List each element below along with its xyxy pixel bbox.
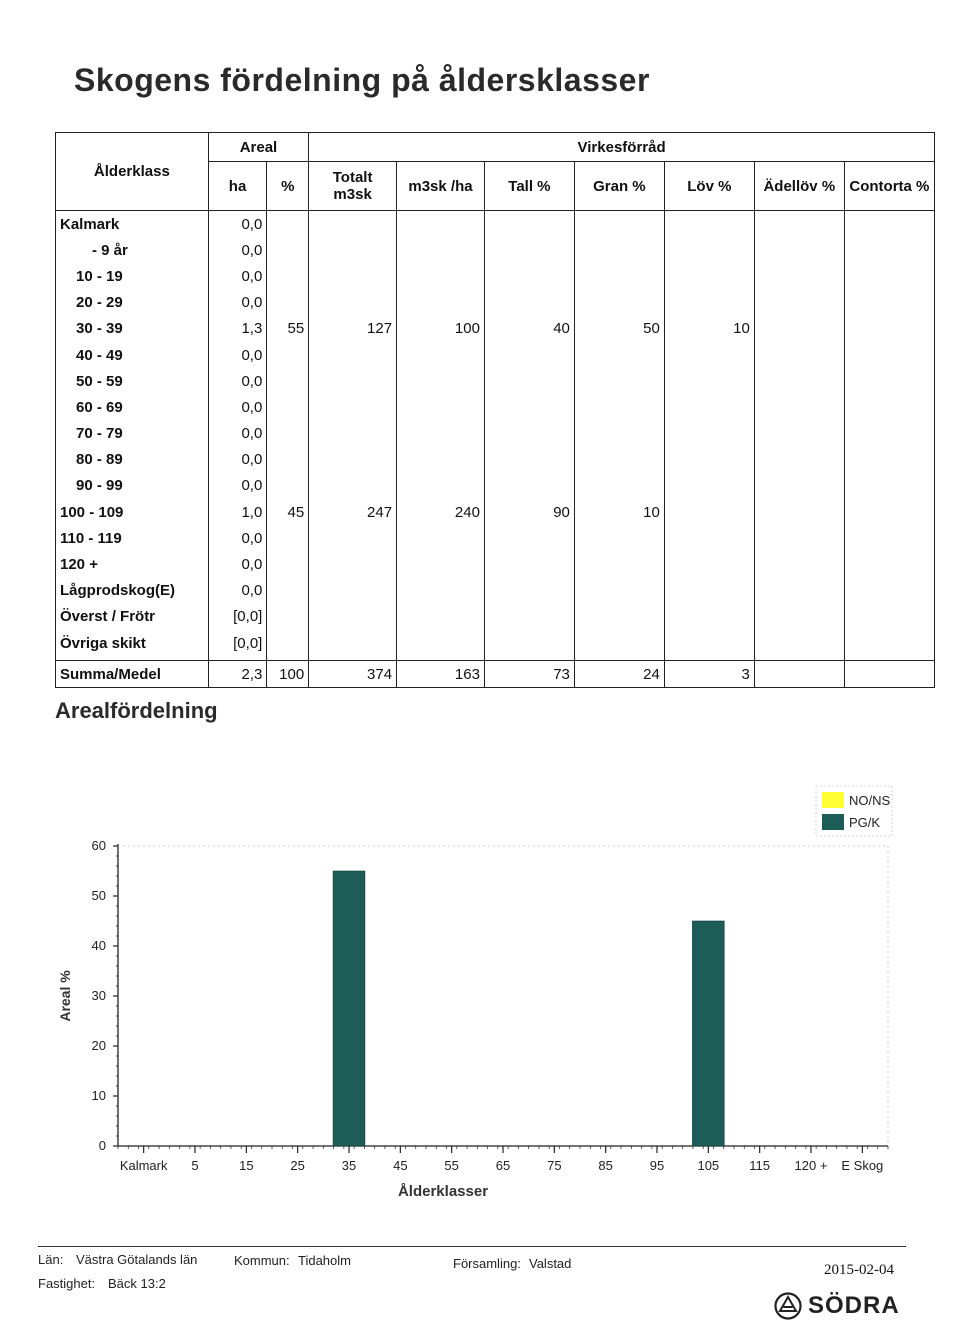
x-tick-label: 75 xyxy=(547,1158,562,1173)
cell-lov xyxy=(664,525,754,551)
cell-lov xyxy=(664,237,754,263)
summary-lov: 3 xyxy=(664,661,754,688)
cell-adel xyxy=(754,368,844,394)
legend-swatch xyxy=(822,792,844,808)
table-row xyxy=(56,551,935,577)
summary-pct: 100 xyxy=(267,661,309,688)
cell-ha: 0,0 xyxy=(208,290,267,316)
cell-tall xyxy=(484,578,574,604)
cell-totalt xyxy=(309,578,397,604)
y-axis-label: Areal % xyxy=(57,970,73,1022)
summary-label: Summa/Medel xyxy=(56,661,209,688)
y-tick-label: 40 xyxy=(91,938,106,953)
table-row xyxy=(56,525,935,551)
cell-gran xyxy=(574,394,664,420)
table-row xyxy=(56,473,935,499)
col-header-alderklass: Ålderklass xyxy=(56,133,209,211)
cell-adel xyxy=(754,421,844,447)
cell-pct xyxy=(267,394,309,420)
cell-adel xyxy=(754,630,844,661)
footer-divider xyxy=(38,1246,906,1247)
cell-ha: 1,3 xyxy=(208,316,267,342)
cell-totalt xyxy=(309,342,397,368)
col-header-gran: Gran % xyxy=(574,162,664,211)
col-header-adellov: Ädellöv % xyxy=(754,162,844,211)
row-label: 30 - 39 xyxy=(56,316,209,342)
cell-lov xyxy=(664,499,754,525)
col-header-lov: Löv % xyxy=(664,162,754,211)
footer-date: 2015-02-04 xyxy=(824,1262,894,1278)
cell-m3ha xyxy=(397,525,485,551)
row-label: 50 - 59 xyxy=(56,368,209,394)
col-header-m3sk-ha: m3sk /ha xyxy=(397,162,485,211)
table-row xyxy=(56,394,935,420)
cell-cont xyxy=(844,342,934,368)
x-tick-label: 115 xyxy=(749,1158,771,1173)
x-tick-label: 65 xyxy=(495,1158,511,1173)
cell-cont xyxy=(844,237,934,263)
x-tick-label: Kalmark xyxy=(119,1158,168,1173)
cell-ha: 0,0 xyxy=(208,368,267,394)
footer-kommun-label: Kommun: xyxy=(234,1253,290,1268)
cell-cont xyxy=(844,316,934,342)
cell-ha: 0,0 xyxy=(208,551,267,577)
row-label: 40 - 49 xyxy=(56,342,209,368)
cell-tall xyxy=(484,421,574,447)
cell-cont xyxy=(844,368,934,394)
cell-lov xyxy=(664,211,754,238)
cell-m3ha xyxy=(397,342,485,368)
cell-gran xyxy=(574,368,664,394)
cell-cont xyxy=(844,290,934,316)
y-tick-label: 10 xyxy=(91,1088,106,1103)
cell-cont xyxy=(844,630,934,661)
cell-tall: 90 xyxy=(484,499,574,525)
table-row xyxy=(56,342,935,368)
cell-pct xyxy=(267,604,309,630)
cell-pct xyxy=(267,473,309,499)
x-tick-label: 15 xyxy=(239,1158,254,1173)
cell-totalt: 127 xyxy=(309,316,397,342)
row-label: - 9 år xyxy=(56,237,209,263)
cell-totalt xyxy=(309,421,397,447)
cell-lov xyxy=(664,368,754,394)
row-label: Överst / Frötr xyxy=(56,604,209,630)
cell-totalt xyxy=(309,604,397,630)
cell-cont xyxy=(844,551,934,577)
cell-m3ha xyxy=(397,630,485,661)
x-axis-label: Ålderklasser xyxy=(397,1183,489,1200)
cell-adel xyxy=(754,578,844,604)
table-row xyxy=(56,263,935,289)
col-header-virkesforrad: Virkesförråd xyxy=(309,133,935,162)
cell-adel xyxy=(754,263,844,289)
row-label: 90 - 99 xyxy=(56,473,209,499)
cell-pct xyxy=(267,551,309,577)
cell-totalt xyxy=(309,473,397,499)
cell-gran: 50 xyxy=(574,316,664,342)
x-tick-label: 35 xyxy=(341,1158,357,1173)
col-header-pct: % xyxy=(267,162,309,211)
cell-adel xyxy=(754,604,844,630)
cell-adel xyxy=(754,473,844,499)
x-tick-label: 5 xyxy=(191,1158,199,1173)
cell-ha: 0,0 xyxy=(208,211,267,238)
cell-ha: [0,0] xyxy=(208,630,267,661)
cell-lov xyxy=(664,604,754,630)
cell-tall xyxy=(484,604,574,630)
cell-gran: 10 xyxy=(574,499,664,525)
cell-tall xyxy=(484,368,574,394)
cell-ha: [0,0] xyxy=(208,604,267,630)
summary-ha: 2,3 xyxy=(208,661,267,688)
cell-pct xyxy=(267,211,309,238)
cell-gran xyxy=(574,263,664,289)
cell-pct: 55 xyxy=(267,316,309,342)
cell-adel xyxy=(754,499,844,525)
cell-m3ha xyxy=(397,368,485,394)
cell-m3ha xyxy=(397,421,485,447)
cell-adel xyxy=(754,394,844,420)
cell-lov: 10 xyxy=(664,316,754,342)
cell-pct xyxy=(267,421,309,447)
cell-pct xyxy=(267,263,309,289)
cell-totalt xyxy=(309,290,397,316)
cell-adel xyxy=(754,342,844,368)
cell-ha: 0,0 xyxy=(208,421,267,447)
cell-tall xyxy=(484,551,574,577)
cell-gran xyxy=(574,473,664,499)
x-tick-label: 55 xyxy=(444,1158,459,1173)
cell-m3ha xyxy=(397,237,485,263)
row-label: 10 - 19 xyxy=(56,263,209,289)
cell-cont xyxy=(844,263,934,289)
chart-section-title: Arealfördelning xyxy=(55,698,218,723)
x-tick-label: E Skog xyxy=(841,1158,884,1173)
cell-adel xyxy=(754,237,844,263)
cell-totalt xyxy=(309,551,397,577)
cell-ha: 0,0 xyxy=(208,263,267,289)
cell-lov xyxy=(664,630,754,661)
cell-m3ha xyxy=(397,604,485,630)
summary-adellov xyxy=(754,661,844,688)
col-header-areal: Areal xyxy=(208,133,308,162)
cell-gran xyxy=(574,604,664,630)
cell-adel xyxy=(754,211,844,238)
cell-cont xyxy=(844,604,934,630)
summary-m3ha: 163 xyxy=(397,661,485,688)
cell-tall xyxy=(484,525,574,551)
row-label: Kalmark xyxy=(56,211,209,238)
col-header-ha: ha xyxy=(208,162,267,211)
table-row xyxy=(56,499,935,525)
cell-m3ha xyxy=(397,263,485,289)
row-label: 120 + xyxy=(56,551,209,577)
cell-gran xyxy=(574,290,664,316)
row-label: 110 - 119 xyxy=(56,525,209,551)
cell-ha: 0,0 xyxy=(208,525,267,551)
row-label: 80 - 89 xyxy=(56,447,209,473)
cell-lov xyxy=(664,551,754,577)
footer-kommun-value: Tidaholm xyxy=(298,1253,351,1268)
cell-gran xyxy=(574,551,664,577)
cell-adel xyxy=(754,447,844,473)
cell-pct xyxy=(267,342,309,368)
cell-pct xyxy=(267,447,309,473)
summary-tall: 73 xyxy=(484,661,574,688)
cell-totalt xyxy=(309,263,397,289)
summary-row xyxy=(56,661,935,688)
col-header-tall: Tall % xyxy=(484,162,574,211)
cell-totalt xyxy=(309,630,397,661)
bar xyxy=(333,871,365,1146)
cell-pct xyxy=(267,630,309,661)
table-row xyxy=(56,578,935,604)
cell-tall xyxy=(484,290,574,316)
cell-pct xyxy=(267,525,309,551)
cell-cont xyxy=(844,421,934,447)
cell-cont xyxy=(844,578,934,604)
cell-m3ha xyxy=(397,447,485,473)
cell-gran xyxy=(574,578,664,604)
cell-m3ha xyxy=(397,551,485,577)
cell-tall xyxy=(484,263,574,289)
cell-gran xyxy=(574,211,664,238)
cell-lov xyxy=(664,263,754,289)
row-label: 70 - 79 xyxy=(56,421,209,447)
cell-ha: 1,0 xyxy=(208,499,267,525)
cell-pct xyxy=(267,290,309,316)
footer-fastighet-value: Bäck 13:2 xyxy=(108,1276,166,1291)
x-tick-label: 120 + xyxy=(794,1158,828,1173)
cell-lov xyxy=(664,394,754,420)
summary-contorta xyxy=(844,661,934,688)
table-row xyxy=(56,316,935,342)
cell-tall xyxy=(484,473,574,499)
cell-gran xyxy=(574,525,664,551)
cell-gran xyxy=(574,447,664,473)
cell-adel xyxy=(754,290,844,316)
footer-lan-value: Västra Götalands län xyxy=(76,1252,198,1267)
y-tick-label: 0 xyxy=(98,1138,106,1153)
footer-lan-label: Län: xyxy=(38,1252,64,1267)
bar xyxy=(692,921,724,1146)
cell-pct xyxy=(267,368,309,394)
table-row xyxy=(56,421,935,447)
footer-forsamling-label: Församling: xyxy=(453,1256,521,1271)
cell-m3ha xyxy=(397,394,485,420)
cell-gran xyxy=(574,630,664,661)
page-title: Skogens fördelning på åldersklasser xyxy=(74,62,650,98)
cell-cont xyxy=(844,394,934,420)
table-row xyxy=(56,630,935,661)
row-label: Övriga skikt xyxy=(56,630,209,661)
area-distribution-chart xyxy=(50,780,910,1220)
x-tick-label: 85 xyxy=(598,1158,613,1173)
y-tick-label: 30 xyxy=(91,988,106,1003)
cell-lov xyxy=(664,578,754,604)
cell-tall xyxy=(484,211,574,238)
cell-gran xyxy=(574,421,664,447)
cell-pct xyxy=(267,237,309,263)
x-tick-label: 95 xyxy=(649,1158,665,1173)
table-row xyxy=(56,368,935,394)
cell-pct: 45 xyxy=(267,499,309,525)
cell-cont xyxy=(844,525,934,551)
summary-gran: 24 xyxy=(574,661,664,688)
cell-tall xyxy=(484,447,574,473)
cell-m3ha xyxy=(397,290,485,316)
age-class-table xyxy=(55,132,935,688)
y-tick-label: 60 xyxy=(91,838,106,853)
cell-gran xyxy=(574,237,664,263)
table-row xyxy=(56,211,935,238)
cell-cont xyxy=(844,473,934,499)
col-header-totalt: Totalt m3sk xyxy=(309,162,397,211)
cell-cont xyxy=(844,499,934,525)
legend-swatch xyxy=(822,814,844,830)
legend-label: PG/K xyxy=(849,815,881,830)
cell-tall xyxy=(484,342,574,368)
cell-lov xyxy=(664,447,754,473)
table-row xyxy=(56,290,935,316)
cell-m3ha xyxy=(397,578,485,604)
cell-gran xyxy=(574,342,664,368)
cell-lov xyxy=(664,342,754,368)
cell-tall xyxy=(484,394,574,420)
col-header-contorta: Contorta % xyxy=(844,162,934,211)
cell-cont xyxy=(844,447,934,473)
cell-ha: 0,0 xyxy=(208,237,267,263)
cell-totalt xyxy=(309,211,397,238)
row-label: 60 - 69 xyxy=(56,394,209,420)
x-tick-label: 25 xyxy=(290,1158,305,1173)
cell-pct xyxy=(267,578,309,604)
cell-tall xyxy=(484,237,574,263)
y-tick-label: 20 xyxy=(91,1038,106,1053)
cell-m3ha: 100 xyxy=(397,316,485,342)
cell-tall xyxy=(484,630,574,661)
cell-lov xyxy=(664,290,754,316)
table-row xyxy=(56,447,935,473)
summary-totalt: 374 xyxy=(309,661,397,688)
cell-m3ha xyxy=(397,473,485,499)
cell-lov xyxy=(664,421,754,447)
row-label: 20 - 29 xyxy=(56,290,209,316)
row-label: Lågprodskog(E) xyxy=(56,578,209,604)
cell-ha: 0,0 xyxy=(208,394,267,420)
row-label: 100 - 109 xyxy=(56,499,209,525)
table-row xyxy=(56,604,935,630)
sodra-emblem-icon xyxy=(774,1292,802,1320)
cell-totalt xyxy=(309,447,397,473)
cell-ha: 0,0 xyxy=(208,578,267,604)
cell-adel xyxy=(754,316,844,342)
cell-adel xyxy=(754,525,844,551)
x-tick-label: 45 xyxy=(393,1158,408,1173)
cell-m3ha xyxy=(397,211,485,238)
cell-tall: 40 xyxy=(484,316,574,342)
table-row xyxy=(56,237,935,263)
cell-ha: 0,0 xyxy=(208,473,267,499)
cell-cont xyxy=(844,211,934,238)
cell-totalt: 247 xyxy=(309,499,397,525)
cell-totalt xyxy=(309,525,397,551)
sodra-logo xyxy=(774,1292,900,1320)
sodra-logo-text: SÖDRA xyxy=(808,1292,900,1319)
cell-lov xyxy=(664,473,754,499)
x-tick-label: 105 xyxy=(697,1158,720,1173)
cell-totalt xyxy=(309,394,397,420)
cell-m3ha: 240 xyxy=(397,499,485,525)
legend-label: NO/NS xyxy=(849,793,891,808)
y-tick-label: 50 xyxy=(91,888,106,903)
cell-totalt xyxy=(309,237,397,263)
footer-fastighet-label: Fastighet: xyxy=(38,1276,96,1291)
footer-forsamling-value: Valstad xyxy=(529,1256,572,1271)
cell-totalt xyxy=(309,368,397,394)
cell-adel xyxy=(754,551,844,577)
cell-ha: 0,0 xyxy=(208,342,267,368)
cell-ha: 0,0 xyxy=(208,447,267,473)
